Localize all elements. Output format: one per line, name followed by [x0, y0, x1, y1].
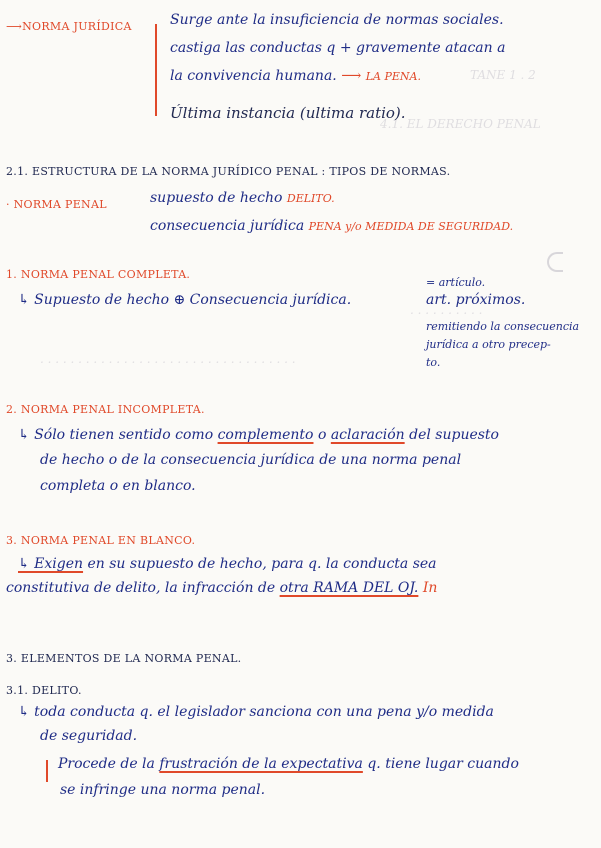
- norma-juridica-line-4: Última instancia (ultima ratio).: [170, 104, 406, 122]
- norma-completa-note-4: jurídica a otro precep-: [426, 338, 551, 351]
- norma-completa-note-3: remitiendo la consecuencia: [426, 320, 580, 333]
- norma-juridica-line-1: Surge ante la insuficiencia de normas sociales.: [170, 12, 504, 28]
- norma-incompleta-line-1: ↳ Sólo tienen sentido como complemento o aclaración del supuesto: [18, 427, 499, 443]
- norma-completa-note-5: to.: [426, 356, 441, 369]
- norma-juridica-line-2: castiga las conductas q + gravemente atacan a: [170, 40, 506, 56]
- delito-line-1: ↳ toda conducta q. el legislador sanciona con una pena y/o medida: [18, 704, 494, 720]
- delito-line-2: de seguridad.: [40, 728, 138, 744]
- supuesto-line: supuesto de hecho DELITO.: [150, 190, 335, 206]
- norma-completa-body: ↳ Supuesto de hecho ⊕ Consecuencia jurídica.: [18, 292, 352, 308]
- delito-bracket: [46, 760, 48, 782]
- section-3-heading: 3. ELEMENTOS DE LA NORMA PENAL.: [6, 652, 242, 665]
- arrow-icon: ⟶: [341, 68, 362, 84]
- norma-incompleta-line-3: completa o en blanco.: [40, 478, 196, 494]
- section-2-1-heading: 2.1. ESTRUCTURA DE LA NORMA JURÍDICO PENAL : TIPOS DE NORMAS.: [6, 165, 451, 178]
- norma-juridica-line-3: la convivencia humana. ⟶ LA PENA.: [170, 68, 421, 84]
- consecuencia-line: consecuencia jurídica PENA y/o MEDIDA DE SEGURIDAD.: [150, 218, 514, 234]
- norma-completa-heading: 1. NORMA PENAL COMPLETA.: [6, 268, 191, 281]
- ghost-text-4: . . . . . . . . . . . . . . . . . . . . . . . . . . . . . . . . . .: [40, 352, 296, 366]
- norma-incompleta-heading: 2. NORMA PENAL INCOMPLETA.: [6, 403, 205, 416]
- section-3-1-heading: 3.1. DELITO.: [6, 684, 82, 697]
- norma-en-blanco-line-2: constitutiva de delito, la infracción de otra RAMA DEL OJ. In: [6, 580, 438, 596]
- delito-line-3: Procede de la frustración de la expectativa q. tiene lugar cuando: [58, 756, 519, 772]
- delito-line-4: se infringe una norma penal.: [60, 782, 266, 798]
- norma-juridica-heading: ⟶NORMA JURÍDICA: [6, 20, 132, 33]
- norma-penal-label: · NORMA PENAL: [6, 198, 107, 211]
- ghost-text-3: . . . . . . . . . .: [410, 303, 483, 317]
- ghost-text-2: 4.1. EL DERECHO PENAL: [380, 117, 541, 131]
- norma-en-blanco-heading: 3. NORMA PENAL EN BLANCO.: [6, 534, 196, 547]
- norma-juridica-bracket: [155, 24, 157, 116]
- norma-en-blanco-line-1: ↳ Exigen en su supuesto de hecho, para q. la conducta sea: [18, 556, 437, 572]
- ghost-text-1: TANE 1 . 2: [470, 68, 536, 82]
- norma-incompleta-line-2: de hecho o de la consecuencia jurídica de una norma penal: [40, 452, 462, 468]
- binder-hole: [547, 252, 563, 272]
- norma-completa-note-2: art. próximos.: [426, 292, 526, 308]
- norma-completa-note-1: = artículo.: [426, 276, 486, 289]
